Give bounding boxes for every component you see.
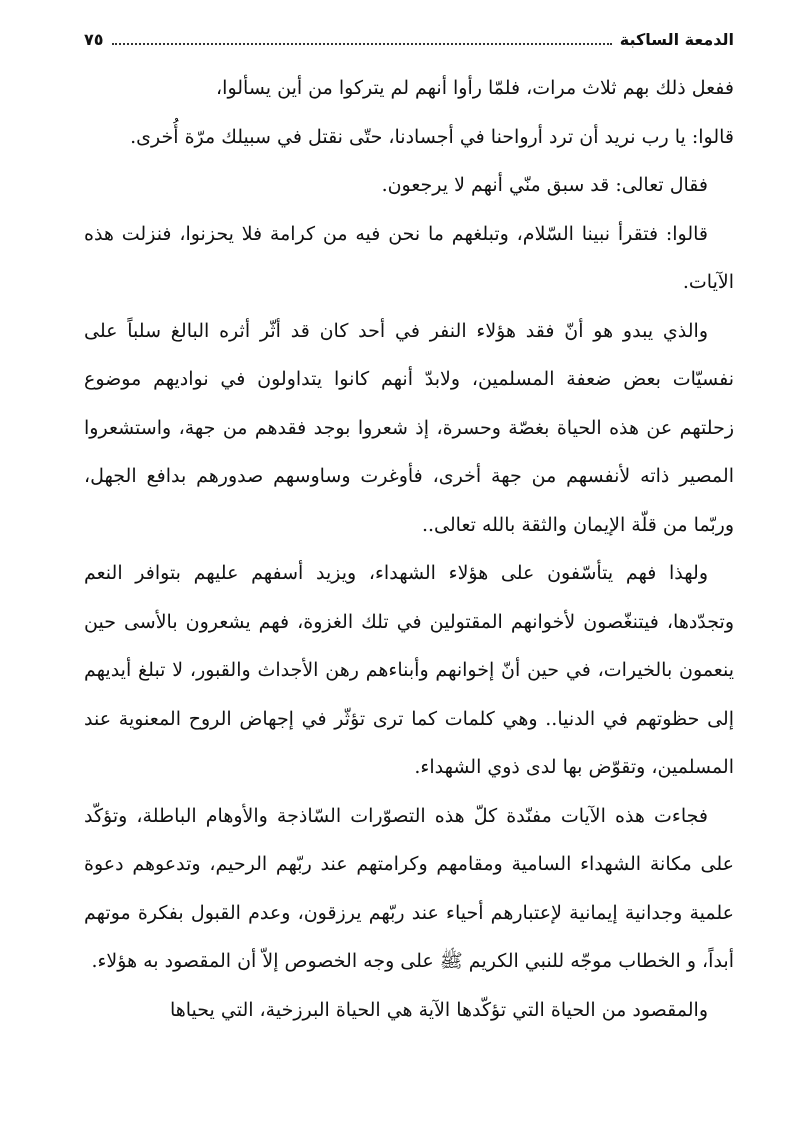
paragraph: قالوا: يا رب نريد أن ترد أرواحنا في أجسادنا، حتّى نقتل في سبيلك مرّة أُخرى.	[130, 125, 734, 148]
paragraph: فقال تعالى: قد سبق منّي أنهم لا يرجعون.	[381, 174, 708, 196]
book-title: الدمعة الساكبة	[619, 29, 734, 49]
paragraph: ولهذا فهم يتأسّفون على هؤلاء الشهداء، ويزيد أسفهم عليهم بتوافر النعم وتجدّدها، فيتنغّصون لأخوانهم المقتولين في تلك الغزوة، فهم يشعرون بالأسى حين ينعمون بالخيرات، في حين أنّ إخوانهم وأبناءهم رهن الأجداث والقبور، لا تبلغ أيديهم إلى حظوتهم في الدنيا.. وهي كلمات كما ترى تؤثّر في إجهاض الروح المعنوية عند المسلمين، وتقوّض بها لدى ذوي الشهداء.	[84, 562, 734, 778]
page-number: ٧٥	[84, 29, 104, 49]
paragraph: ففعل ذلك بهم ثلاث مرات، فلمّا رأوا أنهم لم يتركوا من أين يسألوا،	[216, 77, 734, 99]
paragraph: فجاءت هذه الآيات مفنّدة كلّ هذه التصوّرات السّاذجة والأوهام الباطلة، وتؤكّد على مكانة الشهداء السامية ومقامهم وكرامتهم عند ربّهم الرحيم، وتدعوهم دعوة علمية وجدانية إيمانية لإعتبارهم أحياء عند ربّهم يرزقون، وعدم القبول بفكرة موتهم أبداً، و الخطاب موجّه للنبي الكريم ﷺ على وجه الخصوص إلاّ أن المقصود به هؤلاء.	[84, 804, 734, 972]
running-header	[84, 26, 734, 52]
header-dotted-leader	[112, 43, 612, 45]
paragraph: والمقصود من الحياة التي تؤكّدها الآية هي الحياة البرزخية، التي يحياها	[169, 998, 708, 1021]
body-text	[84, 64, 734, 1034]
paragraph: قالوا: فتقرأ نبينا السّلام، وتبلغهم ما نحن فيه من كرامة فلا يحزنوا، فنزلت هذه الآيات.	[84, 222, 734, 293]
paragraph: والذي يبدو هو أنّ فقد هؤلاء النفر في أحد كان قد أثّر أثره البالغ سلباً على نفسيّات بعض ضعفة المسلمين، ولابدّ أنهم كانوا يتداولون في نواديهم موضوع زحلتهم عن هذه الحياة بغصّة وحسرة، إذ شعروا بوجد فقدهم من جهة، واستشعروا المصير ذاته لأنفسهم من جهة أخرى، فأوغرت وساوسهم صدورهم بدافع الجهل، وربّما من قلّة الإيمان والثقة بالله تعالى..	[84, 319, 734, 536]
